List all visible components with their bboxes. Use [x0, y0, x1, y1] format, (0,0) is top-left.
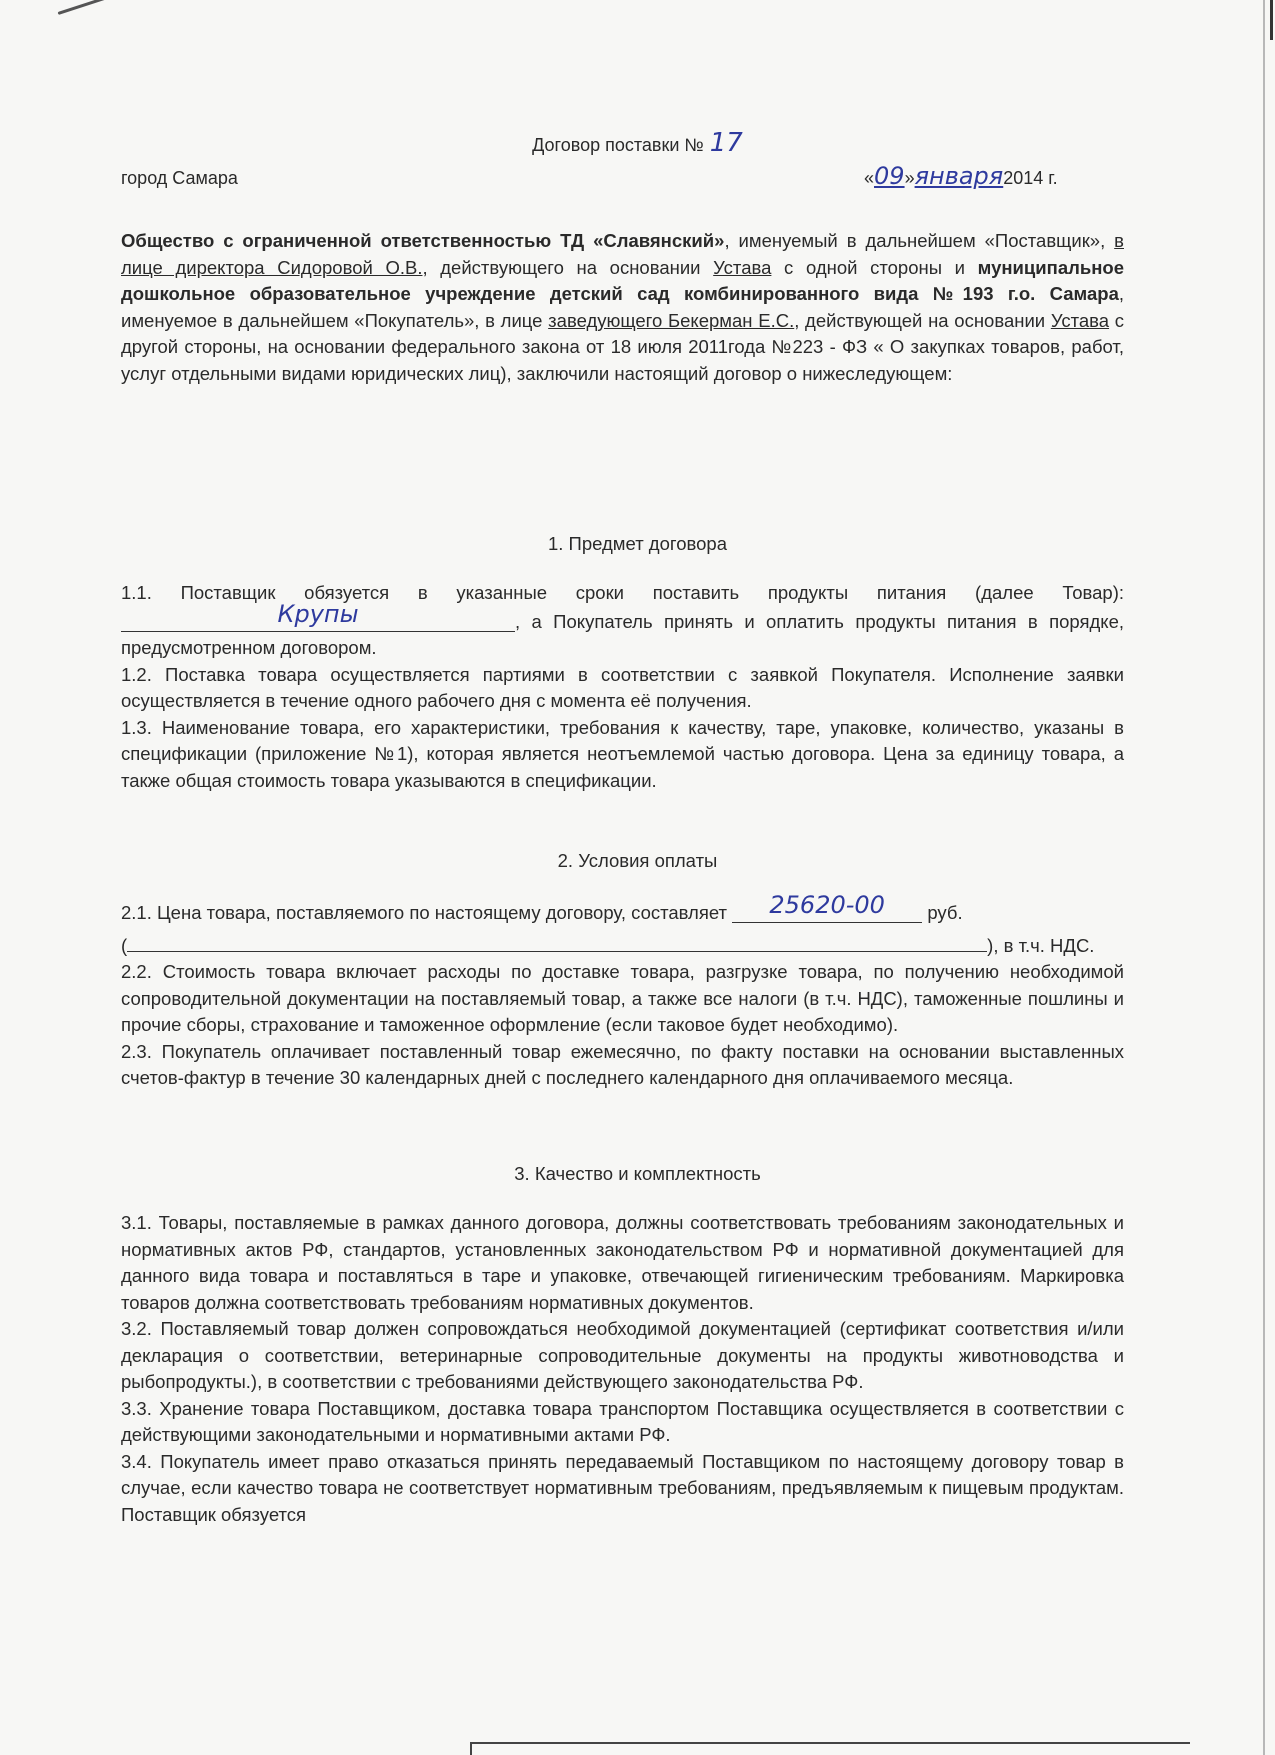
section-2-body — [121, 891, 1125, 1092]
contract-city: город Самара — [121, 168, 238, 188]
price-handwritten: 25620-00 — [769, 891, 885, 919]
preamble-paragraph: Общество с ограниченной ответственностью ТД «Славянский», именуемый в дальнейшем «Поставщик», в лице директора Сидоровой О.В., действующего на основании Устава с одной стороны и муниципальное дошкольное образовательное учреждение детский сад комбинированного вида №193 г.о. Самара, именуемое в дальнейшем «Покупатель», в лице заведующего Бекерман Е.С., действующей на основании Устава с другой стороны, на основании федерального закона от 18 июля 2011года №223 - ФЗ « О закупках товаров, работ, услуг отдельными видами юридических лиц), заключили настоящий договор о нижеследующем: — [121, 230, 1125, 384]
pen-stroke-mark — [58, 0, 108, 15]
page-right-edge — [1263, 0, 1265, 1755]
contract-title-text: Договор поставки № — [532, 135, 704, 155]
contract-number-handwritten: 17 — [709, 128, 743, 158]
clause-3-3: 3.3. Хранение товара Поставщиком, доставка товара транспортом Поставщика осуществляется в соответствии с действующими законодательными и нормативными актами РФ. — [121, 1397, 1125, 1445]
date-year: 2014 г. — [1003, 168, 1058, 188]
goods-handwritten: Крупы — [277, 599, 359, 628]
page-bottom-tick — [470, 1742, 472, 1755]
contract-date: «09»января2014 г. — [864, 162, 1058, 190]
clause-3-1: 3.1. Товары, поставляемые в рамках данного договора, должны соответствовать требованиям законодательных и нормативных актов РФ, стандартов, установленных законодательством РФ и нормативной документацией для данного вида товара и поставляться в таре и упаковке, отвечающей гигиеническим требованиям. Маркировка товаров должна соответствовать требованиям нормативных документов. — [121, 1212, 1125, 1313]
clause-3-2: 3.2. Поставляемый товар должен сопровождаться необходимой документацией (сертификат соответствия и/или декларация о соответствии, ветеринарные сопроводительные документы на продукты животноводства и рыбопродукты.), в соответствии с требованиями действующего законодательства РФ. — [121, 1318, 1125, 1392]
clause-1-3: 1.3. Наименование товара, его характеристики, требования к качеству, таре, упаковке, количество, указаны в спецификации (приложение №1), которая является неотъемлемой частью договора. Цена за единицу товара, а также общая стоимость товара указываются в спецификации. — [121, 716, 1124, 791]
contract-title — [0, 128, 1275, 158]
section-3-body — [121, 1210, 1124, 1528]
page-bottom-edge — [470, 1742, 1190, 1744]
clause-1-1: 1.1. Поставщик обязуется в указанные сроки поставить продукты питания (далее Товар): Крупы , а Покупатель принять и оплатить продукты питания в порядке, предусмотренном договором. — [121, 582, 1124, 658]
section-2-heading: 2. Условия оплаты — [557, 850, 718, 871]
date-month-handwritten: января — [914, 162, 1004, 190]
price-fill-blank — [732, 891, 922, 923]
price-words-blank — [127, 927, 987, 952]
section-3-heading: 3. Качество и комплектность — [514, 1163, 761, 1184]
date-day-handwritten: 09 — [874, 162, 905, 190]
clause-3-4: 3.4. Покупатель имеет право отказаться принять передаваемый Поставщиком по настоящему договору товар в случае, если качество товара не соответствует нормативным требованиям, предъявляемым к пищевым продуктам. Поставщик обязуется — [121, 1450, 1124, 1525]
clause-2-1: 2.1. Цена товара, поставляемого по настоящему договору, составляет 25620-00 руб. ( ), в т.ч. НДС. — [121, 891, 1095, 956]
goods-fill-blank — [121, 599, 515, 632]
clause-2-3: 2.3. Покупатель оплачивает поставленный товар ежемесячно, по факту поставки на основании выставленных счетов-фактур в течение 30 календарных дней с последнего календарного дня оплачиваемого месяца. — [121, 1040, 1125, 1088]
clause-1-2: 1.2. Поставка товара осуществляется партиями в соответствии с заявкой Покупателя. Исполнение заявки осуществляется в течение одного рабочего дня с момента её получения. — [121, 663, 1124, 711]
section-1-body — [121, 580, 1124, 794]
section-1-heading: 1. Предмет договора — [547, 533, 728, 554]
clause-2-2: 2.2. Стоимость товара включает расходы по доставке товара, разгрузке товара, по получению необходимой сопроводительной документации на поставляемый товар, а также все налоги (в т.ч. НДС), таможенные пошлины и прочие сборы, страхование и таможенное оформление (если таковое будет необходимо). — [121, 961, 1125, 1035]
